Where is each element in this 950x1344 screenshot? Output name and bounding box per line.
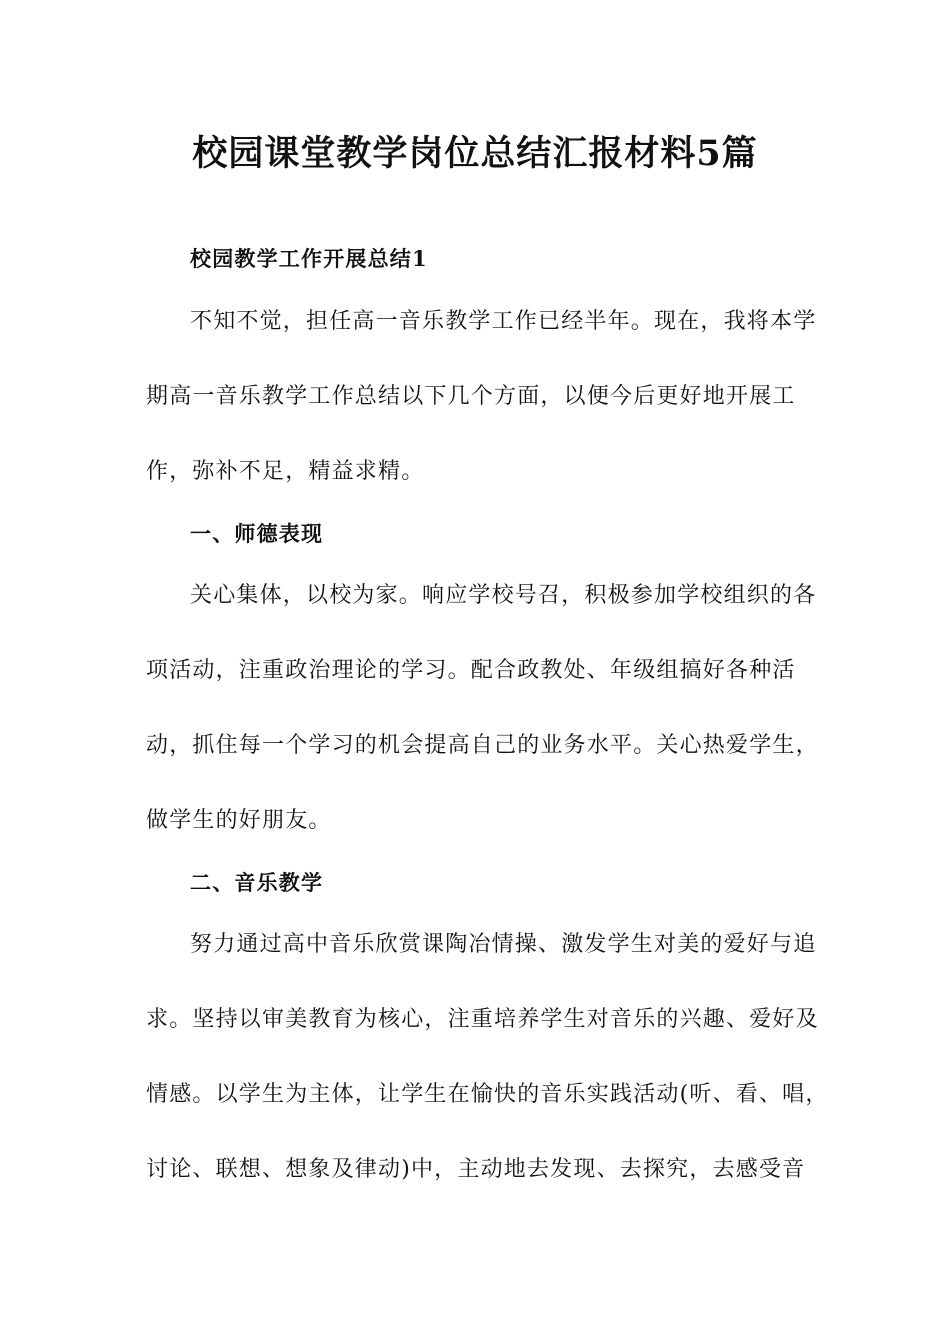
section-title: 校园教学工作开展总结1 bbox=[190, 246, 428, 271]
paragraph-line: 努力通过高中音乐欣赏课陶冶情操、激发学生对美的爱好与追 bbox=[190, 932, 817, 957]
paragraph-line: 做学生的好朋友。 bbox=[146, 808, 332, 833]
paragraph-line: 讨论、联想、想象及律动)中，主动地去发现、去探究，去感受音 bbox=[146, 1157, 806, 1182]
paragraph-line: 关心集体，以校为家。响应学校号召，积极参加学校组织的各 bbox=[190, 583, 817, 608]
paragraph-line: 不知不觉，担任高一音乐教学工作已经半年。现在，我将本学 bbox=[190, 309, 817, 334]
paragraph-line: 项活动，注重政治理论的学习。配合政教处、年级组搞好各种活 bbox=[146, 658, 796, 683]
paragraph-line: 求。坚持以审美教育为核心，注重培养学生对音乐的兴趣、爱好及 bbox=[146, 1007, 819, 1032]
heading-music-teaching: 二、音乐教学 bbox=[190, 870, 324, 895]
heading-conduct: 一、师德表现 bbox=[190, 521, 324, 546]
paragraph-line: 期高一音乐教学工作总结以下几个方面，以便今后更好地开展工 bbox=[146, 384, 796, 409]
paragraph-line: 动，抓住每一个学习的机会提高自己的业务水平。关心热爱学生， bbox=[146, 733, 819, 758]
paragraph-line: 作，弥补不足，精益求精。 bbox=[146, 459, 425, 484]
document-title: 校园课堂教学岗位总结汇报材料5篇 bbox=[192, 133, 758, 174]
paragraph-line: 情感。以学生为主体，让学生在愉快的音乐实践活动(听、看、唱， bbox=[146, 1082, 829, 1107]
